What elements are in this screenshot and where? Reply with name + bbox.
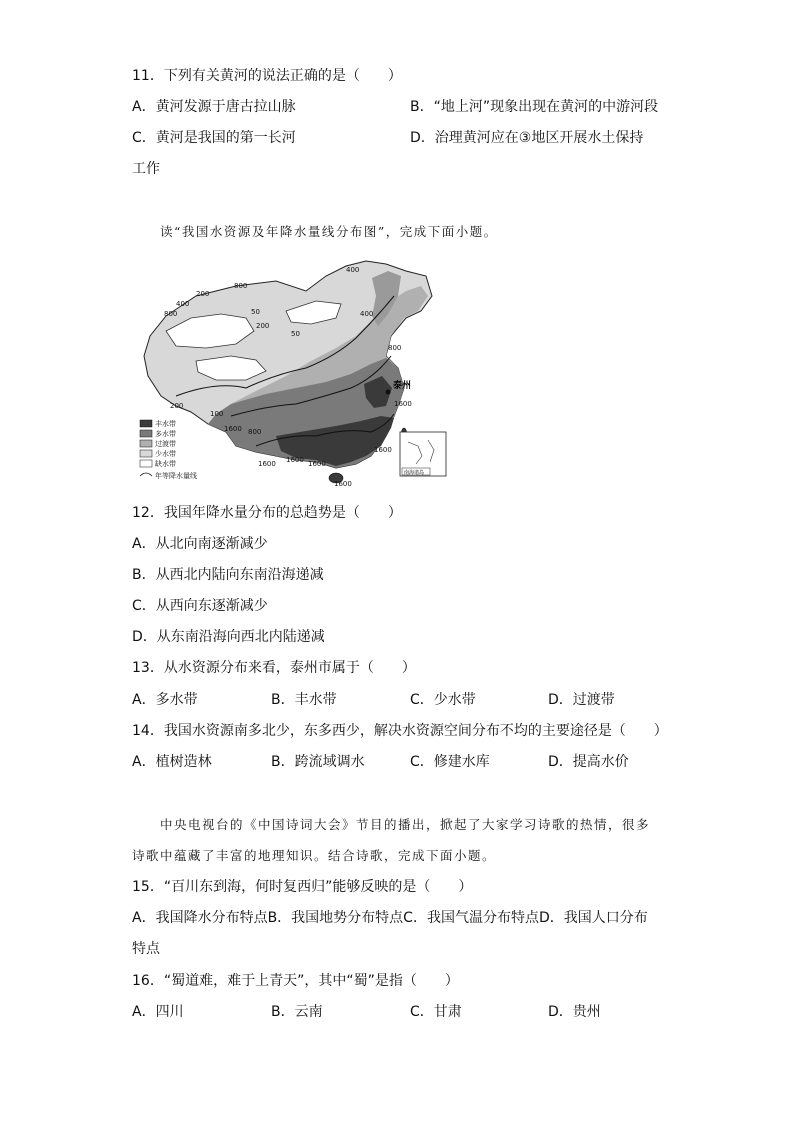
q11-option-d: D．治理黄河应在③地区开展水土保持 xyxy=(410,130,644,146)
contour-label: 200 xyxy=(256,322,270,330)
q14-option-d: D．提高水价 xyxy=(548,754,629,770)
legend-label: 年等降水量线 xyxy=(155,472,197,480)
legend-label: 缺水带 xyxy=(155,460,176,468)
water-resource-map xyxy=(136,256,450,488)
legend-label: 多水带 xyxy=(155,430,176,438)
q16-option-c: C．甘肃 xyxy=(410,1004,462,1020)
q11-option-c: C．黄河是我国的第一长河 xyxy=(132,130,296,146)
q13-option-b: B．丰水带 xyxy=(271,692,337,708)
q16-option-b: B．云南 xyxy=(271,1004,323,1020)
inset-label: 南海诸岛 xyxy=(404,470,425,476)
contour-label: 800 xyxy=(388,344,402,352)
contour-label: 200 xyxy=(170,402,184,410)
poem-intro-line2: 诗歌中蕴藏了丰富的地理知识。结合诗歌，完成下面小题。 xyxy=(132,848,497,863)
contour-label: 800 xyxy=(164,310,178,318)
legend-label: 少水带 xyxy=(155,450,176,458)
poem-intro-line1: 中央电视台的《中国诗词大会》节目的播出，掀起了大家学习诗歌的热情，很多 xyxy=(160,817,651,832)
q13-option-a: A．多水带 xyxy=(132,692,198,708)
contour-label: 1600 xyxy=(258,460,276,468)
contour-label: 1600 xyxy=(394,400,412,408)
q15-options-cont: 特点 xyxy=(132,941,160,957)
q11-option-a: A．黄河发源于唐古拉山脉 xyxy=(132,99,296,115)
legend-label: 丰水带 xyxy=(155,420,176,428)
q11-stem: 11．下列有关黄河的说法正确的是（ ） xyxy=(132,68,402,84)
contour-label: 1600 xyxy=(224,425,242,433)
q16-option-a: A．四川 xyxy=(132,1004,184,1020)
contour-label: 200 xyxy=(196,290,210,298)
q12-option-c: C．从西向东逐渐减少 xyxy=(132,598,268,614)
q14-option-b: B．跨流域调水 xyxy=(271,754,365,770)
q13-option-c: C．少水带 xyxy=(410,692,476,708)
q15-options: A．我国降水分布特点B．我国地势分布特点C．我国气温分布特点D．我国人口分布 xyxy=(132,910,648,926)
legend-label: 过渡带 xyxy=(155,440,176,448)
contour-label: 800 xyxy=(234,282,248,290)
q12-stem: 12．我国年降水量分布的总趋势是（ ） xyxy=(132,505,402,521)
contour-label: 400 xyxy=(360,310,374,318)
contour-label: 400 xyxy=(176,300,190,308)
q14-option-a: A．植树造林 xyxy=(132,754,212,770)
contour-label: 100 xyxy=(210,410,224,418)
q12-option-b: B．从西北内陆向东南沿海递减 xyxy=(132,567,324,583)
q16-option-d: D．贵州 xyxy=(548,1004,601,1020)
contour-label: 50 xyxy=(291,330,300,338)
q14-option-c: C．修建水库 xyxy=(410,754,490,770)
q12-option-d: D．从东南沿海向西北内陆递减 xyxy=(132,629,325,645)
contour-label: 50 xyxy=(251,308,260,316)
q11-option-d-cont: 工作 xyxy=(132,161,160,177)
taizhou-label: 泰州 xyxy=(393,381,412,391)
contour-label: 1600 xyxy=(308,460,326,468)
q11-option-b: B．“地上河”现象出现在黄河的中游河段 xyxy=(410,99,659,115)
q14-stem: 14．我国水资源南多北少，东多西少，解决水资源空间分布不均的主要途径是（ ） xyxy=(132,723,668,739)
map-legend xyxy=(140,419,197,480)
q16-stem: 16．“蜀道难，难于上青天”，其中“蜀”是指（ ） xyxy=(132,973,459,989)
q15-stem: 15．“百川东到海，何时复西归”能够反映的是（ ） xyxy=(132,879,473,895)
contour-label: 1600 xyxy=(334,480,352,488)
contour-label: 800 xyxy=(248,428,262,436)
q12-option-a: A．从北向南逐渐减少 xyxy=(132,536,268,552)
contour-label: 1600 xyxy=(374,446,392,454)
contour-label: 400 xyxy=(346,266,360,274)
taizhou-dot xyxy=(386,390,391,395)
contour-label: 1600 xyxy=(286,456,304,464)
q13-stem: 13．从水资源分布来看，泰州市属于（ ） xyxy=(132,660,416,676)
map-intro: 读“我国水资源及年降水量线分布图”，完成下面小题。 xyxy=(160,224,498,239)
q13-option-d: D．过渡带 xyxy=(548,692,615,708)
